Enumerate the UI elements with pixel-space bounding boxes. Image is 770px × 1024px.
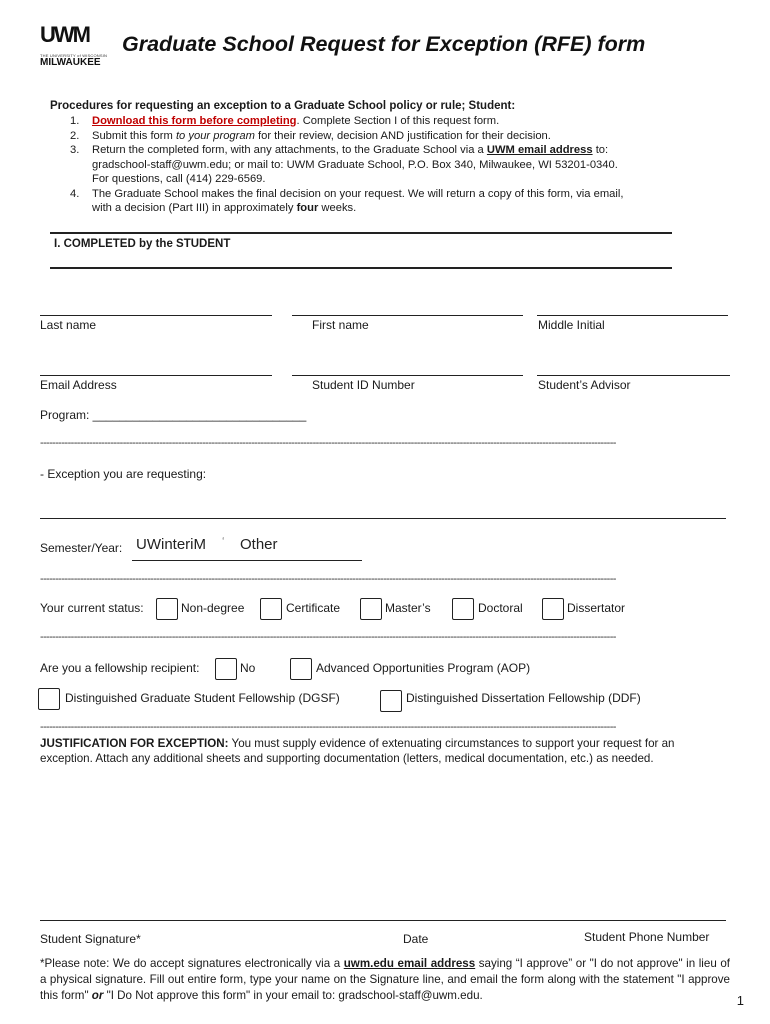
- justification-heading: JUSTIFICATION FOR EXCEPTION:: [40, 737, 229, 750]
- dashed-divider: --------------------------------------------------------------------------------------------------------------------------------------------------------------------------------------------: [40, 437, 616, 449]
- exception-line[interactable]: [40, 518, 726, 519]
- logo-university: THE UNIVERSITY of WISCONSIN: [40, 53, 108, 58]
- fellowship-no-checkbox[interactable]: [215, 658, 237, 680]
- doctoral-label: Doctoral: [478, 601, 523, 615]
- student-signature-label: Student Signature*: [40, 932, 141, 946]
- email-label: Email Address: [40, 378, 117, 392]
- dashed-divider: --------------------------------------------------------------------------------------------------------------------------------------------------------------------------------------------: [40, 631, 616, 643]
- semester-line[interactable]: [132, 560, 362, 561]
- fellowship-label: Are you a fellowship recipient:: [40, 661, 200, 675]
- middle-initial-line[interactable]: [537, 315, 728, 316]
- student-id-line[interactable]: [292, 375, 523, 376]
- page-title: Graduate School Request for Exception (RFE) form: [122, 32, 646, 56]
- section-rule-bottom: [50, 267, 672, 269]
- aop-checkbox[interactable]: [290, 658, 312, 680]
- signature-line[interactable]: [40, 920, 726, 921]
- date-label: Date: [403, 932, 429, 946]
- exception-label: - Exception you are requesting:: [40, 467, 207, 481]
- dashed-divider: --------------------------------------------------------------------------------------------------------------------------------------------------------------------------------------------: [40, 573, 616, 585]
- masters-checkbox[interactable]: [360, 598, 382, 620]
- procedures-heading: Procedures for requesting an exception to a Graduate School policy or rule; Student:: [50, 100, 516, 112]
- section-title: I. COMPLETED by the STUDENT: [54, 238, 231, 250]
- page-number: 1: [736, 993, 744, 1008]
- procedure-item-2: 2. Submit this form to your program for their review, decision AND justification for their decision.: [70, 129, 551, 142]
- dgsf-checkbox[interactable]: [38, 688, 60, 710]
- logo-city: MILWAUKEE: [40, 57, 101, 68]
- fellowship-no-label: No: [240, 661, 256, 675]
- procedure-item-3: 3. Return the completed form, with any attachments, to the Graduate School via a UWM email address to: gradschool-staff@uwm.edu; or mail to: UWM Graduate School, P.O. Box 340, Milwaukee, WI 53201-0340. For questions, call (414) 229-6569.: [70, 144, 618, 185]
- status-label: Your current status:: [40, 601, 144, 615]
- program-field[interactable]: Program: ________________________________: [40, 408, 307, 422]
- dgsf-label: Distinguished Graduate Student Fellowship (DGSF): [65, 691, 340, 705]
- ddf-checkbox[interactable]: [380, 690, 402, 712]
- student-id-label: Student ID Number: [312, 378, 415, 392]
- advisor-label: Student’s Advisor: [538, 378, 631, 392]
- procedures-list: [70, 114, 720, 216]
- first-name-label: First name: [312, 318, 369, 332]
- certificate-label: Certificate: [286, 601, 341, 615]
- aop-label: Advanced Opportunities Program (AOP): [316, 661, 531, 675]
- logo-mark: UWM: [40, 22, 89, 47]
- first-name-line[interactable]: [292, 315, 523, 316]
- non-degree-label: Non-degree: [181, 601, 245, 615]
- last-name-label: Last name: [40, 318, 97, 332]
- certificate-checkbox[interactable]: [260, 598, 282, 620]
- semester-value[interactable]: UWinteriM: [136, 536, 206, 553]
- procedure-item-1: 1. Download this form before completing. Complete Section I of this request form.: [70, 115, 500, 127]
- middle-initial-label: Middle Initial: [538, 318, 605, 332]
- procedure-item-4: 4. The Graduate School makes the final decision on your request. We will return a copy of this form, via email, with a decision (Part III) in approximately four weeks.: [70, 187, 624, 214]
- semester-other[interactable]: Other: [240, 536, 278, 553]
- dashed-divider: --------------------------------------------------------------------------------------------------------------------------------------------------------------------------------------------: [40, 721, 616, 733]
- justification-text: JUSTIFICATION FOR EXCEPTION: You must supply evidence of extenuating circumstances to support your request for an exception. Attach any additional sheets and supporting documentation (letters, medical documentation, etc.) as needed.: [40, 737, 675, 765]
- last-name-line[interactable]: [40, 315, 272, 316]
- ddf-label: Distinguished Dissertation Fellowship (DDF): [406, 691, 641, 705]
- signature-note: *Please note: We do accept signatures electronically via a uwm.edu email address saying “I approve” or "I do not approve" in lieu of a physical signature. Fill out entire form, type your name on the Signature line, and email the form along with the statement "I approve this form" or "I Do Not approve this form" in your email to: gradschool-staff@uwm.edu.: [40, 957, 731, 1002]
- email-line[interactable]: [40, 375, 272, 376]
- advisor-line[interactable]: [537, 375, 730, 376]
- masters-label: Master’s: [385, 601, 431, 615]
- dissertator-checkbox[interactable]: [542, 598, 564, 620]
- uwm-logo: [40, 24, 106, 78]
- doctoral-checkbox[interactable]: [452, 598, 474, 620]
- phone-label: Student Phone Number: [584, 930, 710, 944]
- dissertator-label: Dissertator: [567, 601, 626, 615]
- non-degree-checkbox[interactable]: [156, 598, 178, 620]
- download-form-link[interactable]: Download this form before completing: [92, 115, 297, 127]
- section-rule-top: [50, 232, 672, 234]
- semester-mark: ʻ: [222, 536, 225, 548]
- semester-label: Semester/Year:: [40, 541, 123, 555]
